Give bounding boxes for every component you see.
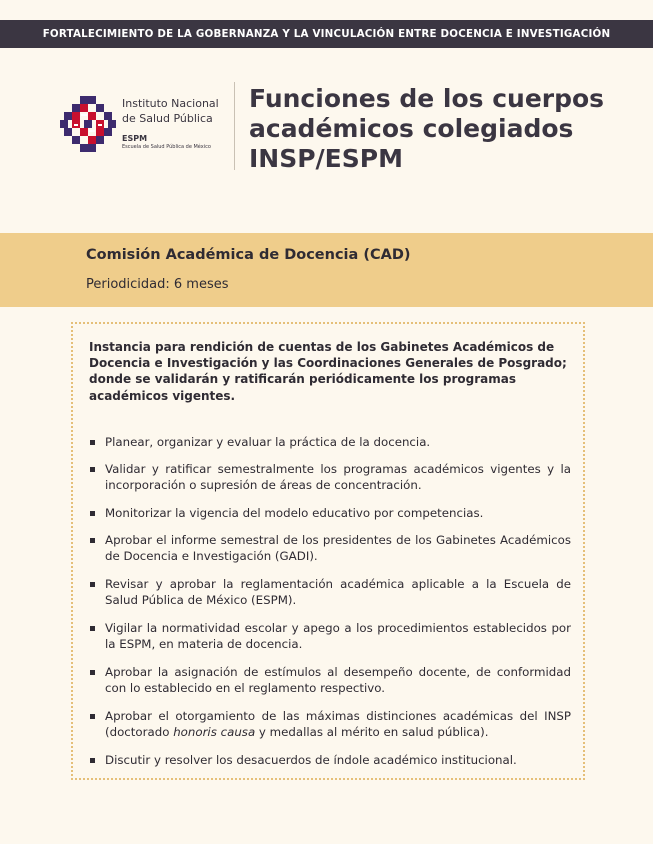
banner-text: FORTALECIMIENTO DE LA GOBERNANZA Y LA VINCULACIÓN ENTRE DOCENCIA E INVESTIGACIÓN xyxy=(42,28,611,40)
list-item-text: Aprobar el otorgamiento de las máximas distinciones académicas del INSP (doctorado honoris causa y medallas al mérito en salud pública). xyxy=(105,709,571,739)
insp-logo xyxy=(60,96,230,156)
list-item-text: Monitorizar la vigencia del modelo educativo por competencias. xyxy=(105,506,484,520)
bullet-icon xyxy=(90,440,95,445)
list-item xyxy=(105,461,571,493)
list-item xyxy=(105,576,571,608)
title-line-3: INSP/ESPM xyxy=(249,144,403,173)
logo-espm: ESPM xyxy=(122,134,148,143)
intro-paragraph: Instancia para rendición de cuentas de los Gabinetes Académicos de Docencia e Investigación y las Coordinaciones Generales de Posgrado; donde se validarán y ratificarán periódicamente los programas académicos vigentes. xyxy=(89,340,567,403)
commission-period: Periodicidad: 6 meses xyxy=(86,277,229,292)
bullet-icon xyxy=(90,758,95,763)
bullet-icon xyxy=(90,538,95,543)
title-line-1: Funciones de los cuerpos xyxy=(249,84,605,113)
list-item xyxy=(105,434,571,450)
bullet-icon xyxy=(90,626,95,631)
header-divider xyxy=(234,82,235,170)
functions-list xyxy=(73,324,583,778)
bullet-icon xyxy=(90,714,95,719)
bullet-icon xyxy=(90,582,95,587)
logo-espm-subtitle: Escuela de Salud Pública de México xyxy=(122,144,211,150)
logo-text-line1: Instituto Nacional xyxy=(122,97,219,110)
list-item-text: Aprobar el informe semestral de los presidentes de los Gabinetes Académicos de Docencia e Investigación (GADI). xyxy=(105,533,571,563)
top-banner xyxy=(0,20,653,48)
bullet-icon xyxy=(90,511,95,516)
list-item-text: Vigilar la normatividad escolar y apego a los procedimientos establecidos por la ESPM, en materia de docencia. xyxy=(105,621,571,651)
bullet-icon xyxy=(90,670,95,675)
commission-name: Comisión Académica de Docencia (CAD) xyxy=(86,247,411,263)
commission-header xyxy=(0,233,653,307)
list-item-text: Validar y ratificar semestralmente los programas académicos vigentes y la incorporación o supresión de áreas de concentración. xyxy=(105,462,571,492)
list-item-text: Planear, organizar y evaluar la práctica de la docencia. xyxy=(105,435,431,449)
list-item xyxy=(105,620,571,652)
insp-logo-mark-icon xyxy=(60,96,116,152)
list-item xyxy=(105,752,571,768)
list-item-text: Discutir y resolver los desacuerdos de índole académico institucional. xyxy=(105,753,517,767)
functions-box xyxy=(71,322,585,780)
list-item xyxy=(105,708,571,740)
list-item-text: Revisar y aprobar la reglamentación académica aplicable a la Escuela de Salud Pública de México (ESPM). xyxy=(105,577,571,607)
honoris-causa-emphasis: honoris causa xyxy=(173,725,256,739)
page-title xyxy=(249,84,629,174)
list-item xyxy=(105,664,571,696)
title-line-2: académicos colegiados xyxy=(249,114,574,143)
logo-text-line2: de Salud Pública xyxy=(122,112,213,125)
list-item xyxy=(105,532,571,564)
list-item xyxy=(105,505,571,521)
list-item-text: Aprobar la asignación de estímulos al desempeño docente, de conformidad con lo establecido en el reglamento respectivo. xyxy=(105,665,571,695)
bullet-icon xyxy=(90,467,95,472)
